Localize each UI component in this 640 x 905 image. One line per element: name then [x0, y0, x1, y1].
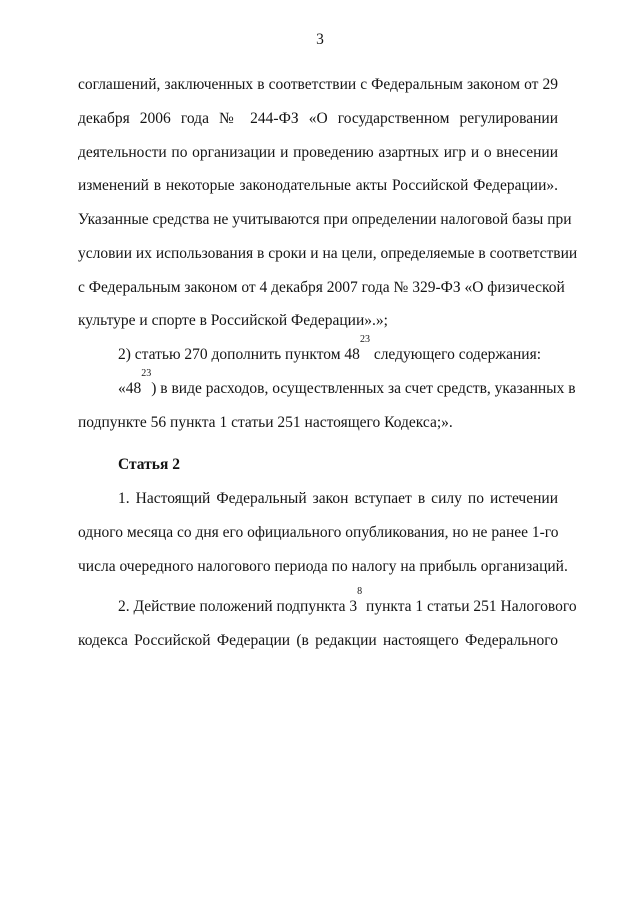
body-text-line: с Федеральным законом от 4 декабря 2007 года № 329-ФЗ «О физической — [78, 279, 565, 296]
superscript: 8 — [357, 586, 363, 597]
text-span: следующего содержания: — [369, 346, 542, 363]
amendment-paragraph — [118, 368, 576, 399]
text-span: «48 — [118, 380, 142, 397]
body-text-line: 1. Настоящий Федеральный закон вступает в силу по истечении — [118, 490, 558, 507]
article-heading: Статья 2 — [118, 456, 180, 473]
text-span: 2. Действие положений подпункта 3 — [118, 598, 358, 615]
body-text-line: культуре и спорте в Российской Федерации».»; — [78, 312, 388, 329]
body-text-line: условии их использования в сроки и на цели, определяемые в соответствии — [78, 245, 578, 262]
superscript: 23 — [141, 368, 152, 379]
body-text-line: числа очередного налогового периода по налогу на прибыль организаций. — [78, 558, 568, 575]
page-number: 3 — [316, 31, 324, 48]
body-text-line: кодекса Российской Федерации (в редакции настоящего Федерального — [78, 632, 558, 649]
body-text-line: соглашений, заключенных в соответствии с Федеральным законом от 29 — [78, 76, 558, 93]
text-span: ) в виде расходов, осуществленных за счет средств, указанных в — [151, 380, 576, 397]
body-text-line: деятельности по организации и проведению азартных игр и о внесении — [78, 144, 558, 161]
text-span: 2) статью 270 дополнить пунктом 48 — [118, 346, 360, 363]
body-text-line: одного месяца со дня его официального опубликования, но не ранее 1-го — [78, 524, 559, 541]
body-text-line: Указанные средства не учитываются при определении налоговой базы при — [78, 211, 572, 228]
body-text-line: изменений в некоторые законодательные акты Российской Федерации». — [78, 177, 558, 194]
article-paragraph — [118, 586, 577, 617]
body-text-line: подпункте 56 пункта 1 статьи 251 настоящего Кодекса;». — [78, 414, 453, 431]
superscript: 23 — [359, 334, 370, 345]
amendment-paragraph — [118, 334, 558, 365]
text-span: пункта 1 статьи 251 Налогового — [362, 598, 577, 615]
body-text-line: декабря 2006 года № 244-ФЗ «О государственном регулировании — [78, 110, 558, 127]
